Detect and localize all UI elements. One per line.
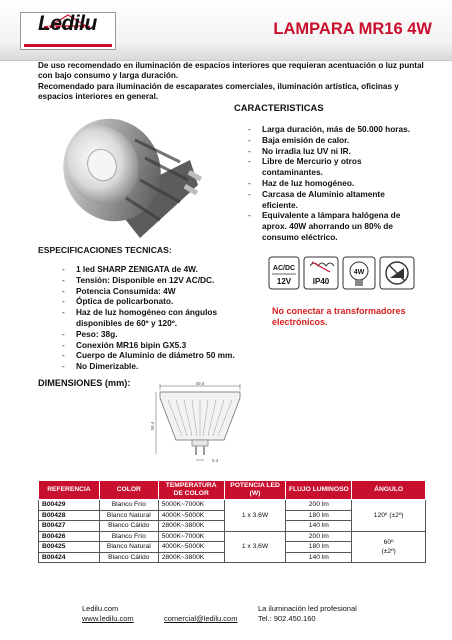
color-cell: Blanco Natural [99,510,158,521]
intro-text [38,61,424,103]
list-item: - Potencia Consumida: 4W [62,286,262,297]
list-item: - Conexión MR16 bipin GX5.3 [62,340,262,351]
intro-paragraph-1: De uso recomendado en iluminación de espacios interiores que requieran acentuación o luz puntal con bajo consumo y larga duración. [38,61,424,81]
angle-cell [352,531,426,563]
voltage-top-label: AC/DC [272,265,296,272]
characteristics-list [248,124,418,243]
reference-cell: B00429 [39,500,100,511]
flux-cell: 140 lm [286,521,352,532]
width-dimension-label: 49.5 [195,382,205,386]
flux-cell: 180 lm [286,542,352,553]
table-row [39,500,426,511]
bulb-power-icon [343,257,375,289]
list-item: - Óptica de policarbonato. [62,296,262,307]
color-cell: Blanco Cálido [99,552,158,563]
reference-table [38,480,426,563]
list-item: - Equivalente a lámpara halógena de aprox. 40W ahorrando un 80% de consumo eléctrico. [248,210,418,242]
reference-cell: B00426 [39,531,100,542]
list-item: - No irradia luz UV ni IR. [248,146,418,157]
flux-cell: 200 lm [286,500,352,511]
voltage-icon [269,257,299,289]
no-dimmer-icon [380,257,414,289]
list-item: - No Dimerizable. [62,361,262,372]
list-item: - Cuerpo de Aluminio de diámetro 50 mm. [62,350,262,361]
power-cell: 1 x 3.6W [224,531,286,563]
temperature-cell: 2800K~3800K [158,552,224,563]
voltage-bottom-label: 12V [276,277,292,286]
angle-tolerance: (±2º) [381,547,396,555]
temperature-cell: 2800K~3800K [158,521,224,532]
column-header: POTENCIA LED (W) [224,481,286,500]
list-item: - Haz de luz homogéneo. [248,178,418,189]
specs-heading: ESPECIFICACIONES TECNICAS: [38,245,172,255]
reference-cell: B00428 [39,510,100,521]
table-row [39,531,426,542]
ip-rating-label: IP40 [312,277,330,286]
brand-name: Ledilu [38,12,97,35]
reference-cell: B00424 [39,552,100,563]
list-item: - Carcasa de Aluminio altamente eficiente. [248,189,418,211]
pin-dimension-label: 5.3 [212,458,219,463]
temperature-cell: 5000K~7000K [158,531,224,542]
temperature-cell: 5000K~7000K [158,500,224,511]
list-item: - 1 led SHARP ZENIGATA de 4W. [62,264,262,275]
flux-cell: 200 lm [286,531,352,542]
color-cell: Blanco Cálido [99,521,158,532]
list-item: - Libre de Mercurio y otros contaminantes. [248,156,418,178]
list-item: - Peso: 38g. [62,329,262,340]
characteristics-heading: CARACTERISTICAS [234,102,324,113]
footer-tagline: La iluminación led profesional [258,604,357,613]
power-cell: 1 x 3.6W [224,500,286,532]
color-cell: Blanco Frío [99,531,158,542]
dimensions-heading: DIMENSIONES (mm): [38,378,131,388]
column-header: TEMPERATURA DE COLOR [158,481,224,500]
transformer-warning: No conectar a transformadores electrónicos. [272,306,406,327]
dimension-drawing [150,382,250,470]
feature-icons [268,256,416,290]
flux-cell: 140 lm [286,552,352,563]
power-label: 4W [353,269,365,276]
column-header: FLUJO LUMINOSO [286,481,352,500]
color-cell: Blanco Frío [99,500,158,511]
list-item: - Haz de luz homogéneo con ángulos disponibles de 60º y 120º. [62,307,262,329]
height-dimension-label: 58.4 [150,421,155,431]
list-item: - Larga duración, más de 50.000 horas. [248,124,418,135]
flux-cell: 180 lm [286,510,352,521]
reference-cell: B00425 [39,542,100,553]
column-header: REFERENCIA [39,481,100,500]
lamp-photo [40,110,220,240]
temperature-cell: 4000K~5000K [158,510,224,521]
ip-rating-icon [304,257,338,289]
page-title: LAMPARA MR16 4W [273,20,432,38]
footer-site-name: Ledilu.com [82,604,119,613]
intro-paragraph-2: Recomendado para iluminación de escaparates comerciales, iluminación artística, oficinas y espacios interiores en general. [38,81,399,102]
angle-cell: 120º (±2º) [352,500,426,532]
reference-cell: B00427 [39,521,100,532]
column-header: ÁNGULO [352,481,426,500]
table-header-row [39,481,426,500]
footer-phone: Tel.: 902.450.160 [258,614,316,623]
color-cell: Blanco Natural [99,542,158,553]
list-item: - Baja emisión de calor. [248,135,418,146]
specs-list [62,264,262,372]
angle-value: 60º [383,538,394,546]
temperature-cell: 4000K~5000K [158,542,224,553]
footer-email-link[interactable]: comercial@ledilu.com [164,614,238,623]
column-header: COLOR [99,481,158,500]
footer-website-link[interactable]: www.ledilu.com [82,614,134,623]
list-item: - Tensión: Disponible en 12V AC/DC. [62,275,262,286]
